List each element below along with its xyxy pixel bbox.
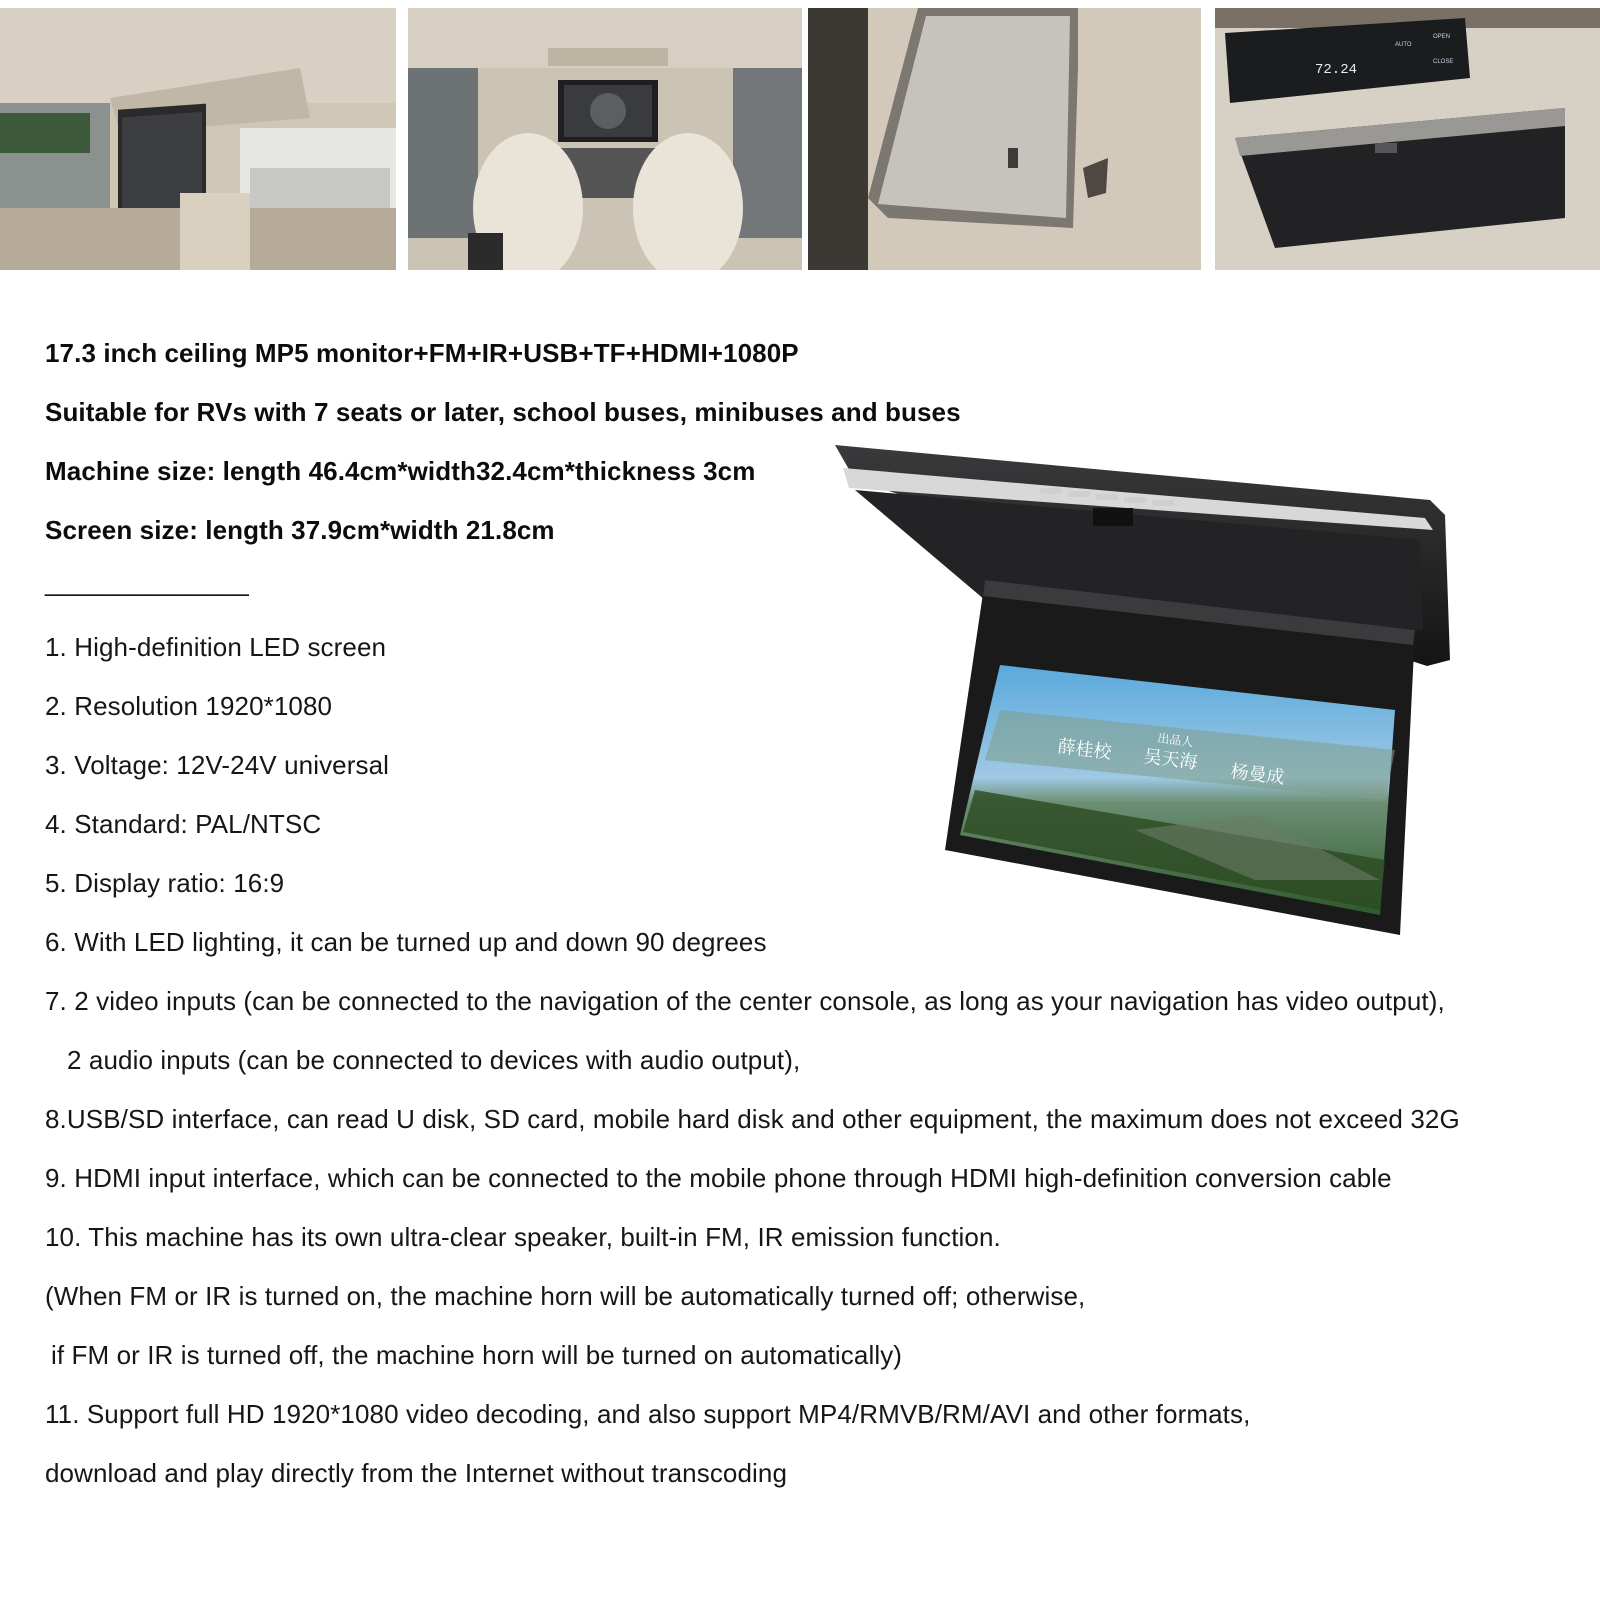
feature-10: 10. This machine has its own ultra-clear speaker, built-in FM, IR emission function. (45, 1222, 1001, 1252)
photo-monitor-folded-close-up-graphic (808, 8, 1201, 270)
screen-credit-middle: 吴天海 (1142, 746, 1199, 774)
feature-2: 2. Resolution 1920*1080 (45, 691, 333, 721)
photo-panel-auto: AUTO (1395, 42, 1412, 48)
spec-title: 17.3 inch ceiling MP5 monitor+FM+IR+USB+TF+HDMI+1080P (45, 338, 799, 368)
feature-8: 8.USB/SD interface, can read U disk, SD card, mobile hard disk and other equipment, the maximum does not exceed 32G (45, 1104, 1460, 1134)
photo-car-interior-monitor-down-graphic (0, 8, 396, 270)
feature-11: 11. Support full HD 1920*1080 video decoding, and also support MP4/RMVB/RM/AVI and other formats, (45, 1399, 1251, 1429)
product-image-monitor (835, 440, 1475, 960)
feature-6: 6. With LED lighting, it can be turned up and down 90 degrees (45, 927, 767, 957)
feature-7: 7. 2 video inputs (can be connected to the navigation of the center console, as long as your navigation has video output), (45, 986, 1445, 1016)
photo-ceiling-climate-panel-and-monitor (1215, 8, 1600, 270)
spec-suitable: Suitable for RVs with 7 seats or later, school buses, minibuses and buses (45, 397, 961, 427)
spec-screen-size: Screen size: length 37.9cm*width 21.8cm (45, 515, 555, 545)
feature-7-cont: 2 audio inputs (can be connected to devices with audio output), (67, 1045, 801, 1075)
feature-3: 3. Voltage: 12V-24V universal (45, 750, 390, 780)
screen-credit-middle-top: 出品人 (1156, 731, 1195, 750)
feature-4: 4. Standard: PAL/NTSC (45, 809, 322, 839)
feature-10-note: (When FM or IR is turned on, the machine horn will be automatically turned off; otherwise, (45, 1281, 1086, 1311)
photo-ceiling-climate-panel-and-monitor-graphic (1215, 8, 1600, 270)
photo-monitor-folded-close-up (808, 8, 1201, 270)
photo-car-interior-monitor-down (0, 8, 396, 270)
section-divider: ______________ (45, 567, 249, 597)
photo-car-interior-front-view (408, 8, 802, 270)
spec-machine-size: Machine size: length 46.4cm*width32.4cm*thickness 3cm (45, 456, 756, 486)
photo-panel-temp: 72.24 (1315, 62, 1358, 78)
feature-9: 9. HDMI input interface, which can be connected to the mobile phone through HDMI high-definition conversion cable (45, 1163, 1392, 1193)
feature-10-note-cont: if FM or IR is turned off, the machine horn will be turned on automatically) (51, 1340, 903, 1370)
feature-5: 5. Display ratio: 16:9 (45, 868, 285, 898)
photo-panel-close: CLOSE (1433, 59, 1454, 65)
screen-credit-right: 杨曼成 (1229, 761, 1286, 789)
photo-car-interior-front-view-graphic (408, 8, 802, 270)
feature-1: 1. High-definition LED screen (45, 632, 387, 662)
monitor-illustration (835, 440, 1475, 960)
screen-credit-left: 薛桂校 (1056, 736, 1113, 764)
feature-11-cont: download and play directly from the Internet without transcoding (45, 1458, 788, 1488)
photo-panel-open: OPEN (1433, 34, 1451, 40)
